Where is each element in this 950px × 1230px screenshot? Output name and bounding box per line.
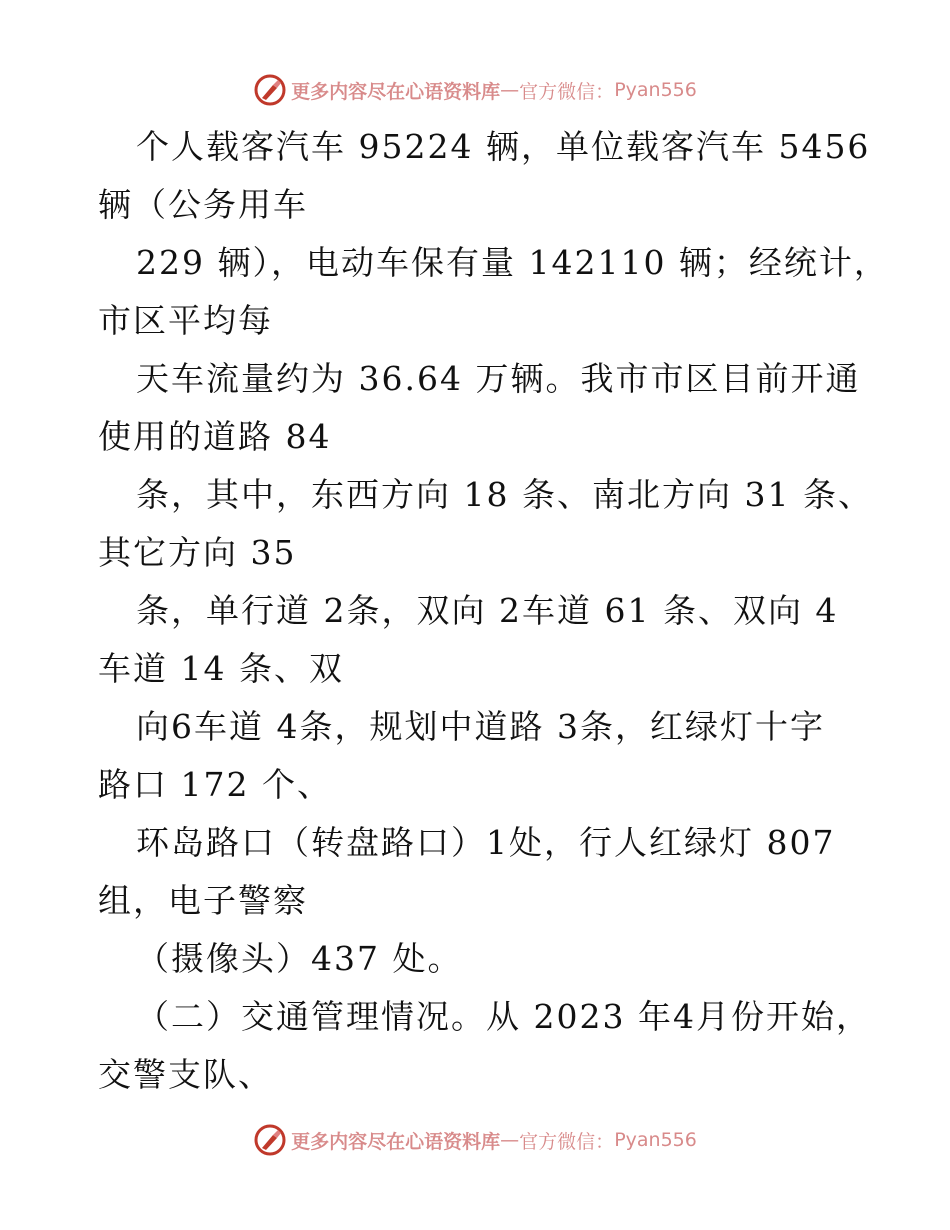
text-line: 环岛路口（转盘路口）1处，行人红绿灯 807 <box>136 823 836 862</box>
banner-wechat-id: Pyan556 <box>614 1129 697 1151</box>
text-line: 229 辆），电动车保有量 142110 辆；经统计， <box>136 243 889 282</box>
header-banner <box>0 70 950 110</box>
banner-dash: — <box>500 1129 520 1151</box>
text-line: 条，其中，东西方向 18 条、南北方向 31 条、 <box>136 475 873 514</box>
text-line: （摄像头）437 处。 <box>136 939 463 978</box>
text-line: （二）交通管理情况。从 2023 年4月份开始， <box>136 997 871 1036</box>
text-line: 使用的道路 84 <box>98 417 332 456</box>
banner-wechat-label: 官方微信： <box>519 1130 615 1153</box>
banner-dash: — <box>500 79 520 101</box>
text-line: 天车流量约为 36.64 万辆。我市市区目前开通 <box>136 359 861 398</box>
text-line: 组，电子警察 <box>98 881 308 920</box>
text-line: 向6车道 4条，规划中道路 3条，红绿灯十字 <box>136 707 825 746</box>
banner-wechat-label: 官方微信： <box>519 80 615 103</box>
text-line: 车道 14 条、双 <box>98 649 344 688</box>
banner-wechat-id: Pyan556 <box>614 79 697 101</box>
document-body <box>98 118 889 1104</box>
text-line: 个人载客汽车 95224 辆，单位载客汽车 5456 <box>136 127 871 166</box>
text-line: 市区平均每 <box>98 301 273 340</box>
footer-banner <box>0 1120 950 1160</box>
text-line: 路口 172 个、 <box>98 765 332 804</box>
text-line: 条，单行道 2条，双向 2车道 61 条、双向 4 <box>136 591 839 630</box>
pen-logo-icon <box>253 1123 287 1157</box>
text-line: 辆（公务用车 <box>98 185 308 224</box>
text-line: 交警支队、 <box>98 1055 273 1094</box>
banner-text: 更多内容尽在心语资料库 <box>291 1130 501 1153</box>
pen-logo-icon <box>253 73 287 107</box>
banner-text: 更多内容尽在心语资料库 <box>291 80 501 103</box>
text-line: 其它方向 35 <box>98 533 297 572</box>
